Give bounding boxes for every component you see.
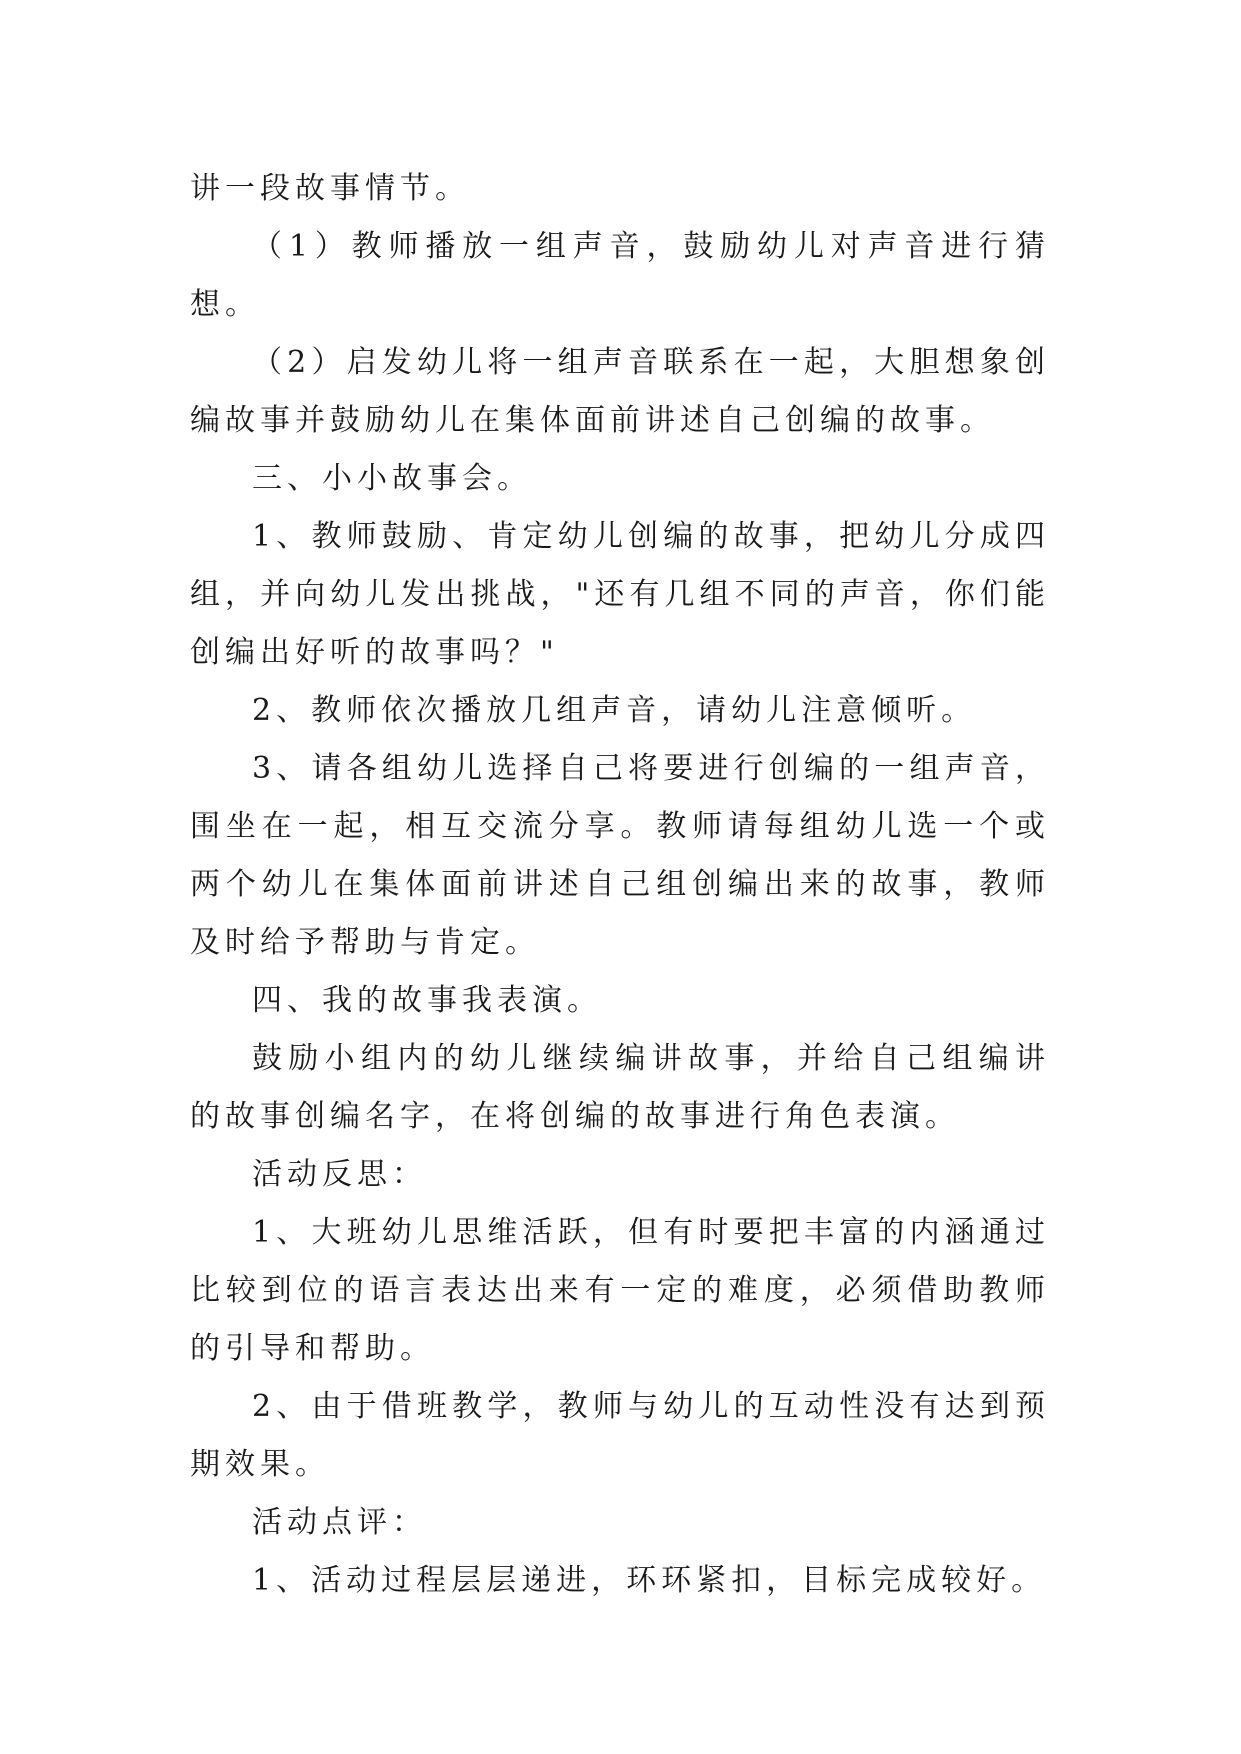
- document-body: [190, 160, 1050, 1610]
- section-heading-reflection: 活动反思：: [252, 1157, 427, 1192]
- section-heading-story-meeting: 三、小小故事会。: [252, 461, 532, 496]
- paragraph-reflection-1: 1、大班幼儿思维活跃，但有时要把丰富的内涵通过比较到位的语言表达出来有一定的难度，必须借助教师的引导和帮助。: [190, 1215, 1050, 1366]
- paragraph-item-1: 1、教师鼓励、肯定幼儿创编的故事，把幼儿分成四组，并向幼儿发出挑战，"还有几组不同的声音，你们能创编出好听的故事吗？": [190, 519, 1050, 670]
- paragraph-performance: 鼓励小组内的幼儿继续编讲故事，并给自己组编讲的故事创编名字，在将创编的故事进行角色表演。: [190, 1041, 1050, 1134]
- paragraph-reflection-2: 2、由于借班教学，教师与幼儿的互动性没有达到预期效果。: [190, 1389, 1050, 1482]
- paragraph-item-3: 3、请各组幼儿选择自己将要进行创编的一组声音，围坐在一起，相互交流分享。教师请每组幼儿选一个或两个幼儿在集体面前讲述自己组创编出来的故事，教师及时给予帮助与肯定。: [190, 751, 1050, 960]
- paragraph-item-2: 2、教师依次播放几组声音，请幼儿注意倾听。: [252, 693, 977, 728]
- paragraph-story-intro-end: 讲一段故事情节。: [190, 171, 470, 206]
- paragraph-step-1: （1）教师播放一组声音，鼓励幼儿对声音进行猜想。: [190, 229, 1050, 322]
- paragraph-review-1: 1、活动过程层层递进，环环紧扣，目标完成较好。: [252, 1563, 1047, 1598]
- section-heading-review: 活动点评：: [252, 1505, 427, 1540]
- paragraph-step-2: （2）启发幼儿将一组声音联系在一起，大胆想象创编故事并鼓励幼儿在集体面前讲述自己创编的故事。: [190, 345, 1050, 438]
- section-heading-my-story: 四、我的故事我表演。: [252, 983, 602, 1018]
